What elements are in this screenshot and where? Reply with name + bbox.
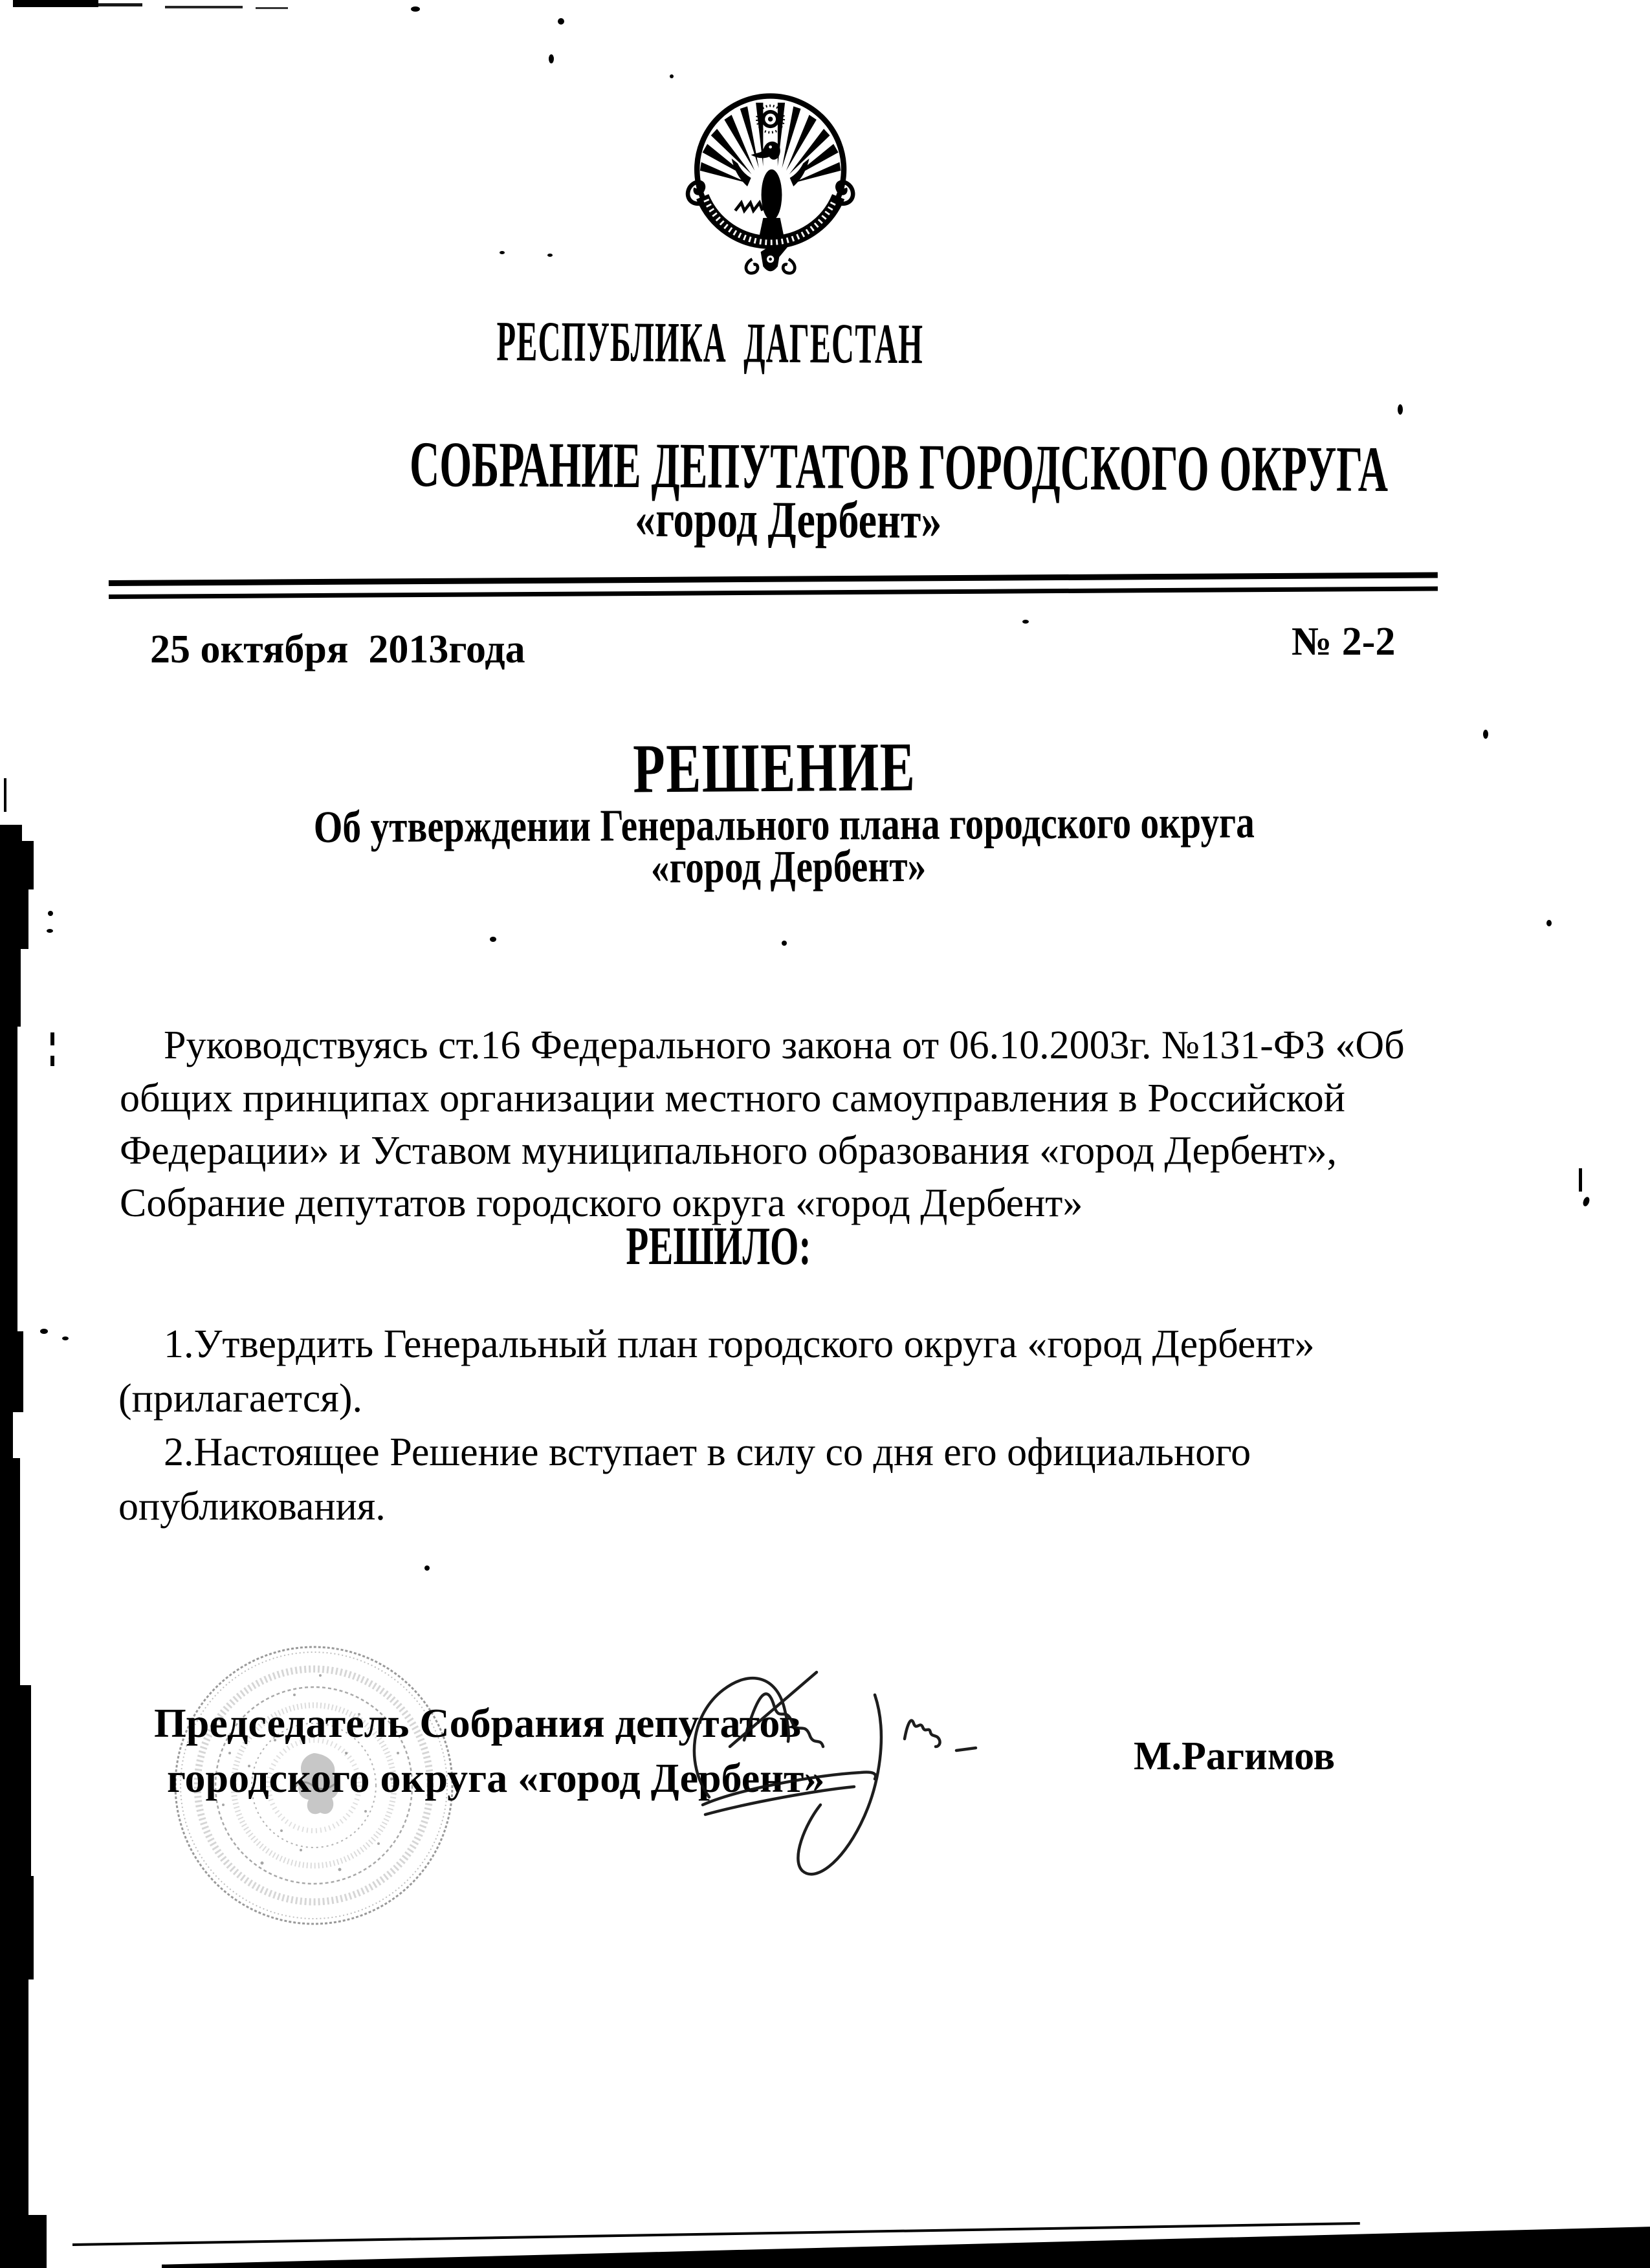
signature-icon [673,1653,996,1925]
scan-edge-artifact [0,1410,13,1459]
decision-title-text: РЕШЕНИЕ [632,728,916,808]
scan-speck [48,911,53,916]
resolution-item-1-line-1-text: 1.Утвердить Генеральный план городского округа «город Дербент» [164,1322,1315,1366]
city-header-text: «город Дербент» [634,490,942,550]
preamble-line-4-text: Собрание депутатов городского округа «город Дербент» [120,1181,1083,1225]
city-header [141,490,1435,550]
scan-speck [1582,1196,1591,1207]
scan-edge-artifact [0,1331,23,1412]
scan-edge-artifact [0,1685,31,1879]
decision-subject-line2-text: «город Дербент» [650,841,927,893]
bottom-shield-ornament [746,246,795,273]
scan-speck [500,251,505,254]
republic-header-text: РЕСПУБЛИКА ДАГЕСТАН [496,310,924,376]
preamble-line-1 [164,1025,1405,1065]
scan-speck [40,1329,48,1334]
scan-artifact-bottom-wedge [162,2219,1650,2268]
dagestan-coat-of-arms-svg [679,81,874,294]
scan-speck [411,6,420,12]
scan-edge-artifact [0,946,21,1027]
dagestan-emblem-icon [679,81,874,294]
document-number-text: № 2-2 [1292,620,1396,664]
resolved-heading-text: РЕШИЛО: [625,1216,811,1276]
decision-subject-line2 [141,841,1435,893]
scan-edge-artifact [0,841,34,889]
scan-artifact-top-streak [256,7,288,9]
scan-speck [1398,404,1403,415]
handwritten-signature-svg [673,1653,996,1925]
document-number [1292,622,1395,662]
scan-edge-artifact [0,1023,17,1334]
preamble-line-3 [120,1131,1337,1171]
scan-edge-artifact [0,888,28,949]
preamble-line-1-text: Руководствуясь ст.16 Федерального закона от 06.10.2003г. №131-ФЗ «Об [164,1023,1405,1067]
scan-edge-artifact [0,2215,47,2268]
resolution-item-1-line-1 [164,1324,1315,1364]
scan-speck [1483,730,1488,739]
resolution-item-1-line-2 [118,1379,362,1419]
resolution-item-1-line-2-text: (прилагается). [118,1377,362,1421]
scan-edge-artifact [0,1458,20,1688]
resolution-item-2-line-2-text: опубликования. [118,1485,386,1529]
resolution-item-2-line-2 [118,1487,386,1527]
scan-speck [547,254,553,257]
scan-edge-artifact [4,778,6,812]
signer-title-line-2-text: городского округа «город Дербент» [167,1755,825,1801]
scan-speck [490,937,496,942]
decision-title [127,728,1421,808]
scan-artifact-top-streak [97,3,142,6]
decision-subject-line1-text: Об утверждении Генерального плана городского округа [313,798,1255,853]
scan-edge-artifact [0,1976,28,2217]
scan-speck [1579,1168,1582,1192]
decision-subject-line1 [137,798,1431,853]
assembly-header-text: СОБРАНИЕ ДЕПУТАТОВ ГОРОДСКОГО ОКРУГА [409,428,1389,505]
republic-header [63,310,1358,376]
rule-line-bottom [109,586,1438,599]
resolved-heading [71,1216,1365,1276]
rule-line-top [109,572,1438,586]
preamble-line-2-text: общих принципах организации местного самоуправления в Российской [120,1076,1345,1120]
signer-title-line-1-text: Председатель Собрания депутатов [154,1700,802,1746]
scan-speck [47,929,53,933]
scan-speck [549,54,554,63]
preamble-line-2 [120,1078,1345,1118]
scan-speck [50,1032,54,1045]
assembly-header [135,428,1429,505]
signer-name-text: М.Рагимов [1134,1734,1336,1778]
scan-edge-artifact [0,1876,34,1979]
scan-speck [1022,620,1029,624]
scan-speck [670,74,674,78]
scan-speck [558,18,564,25]
scan-speck [50,1056,54,1066]
resolution-item-2-line-1-text: 2.Настоящее Решение вступает в силу со дня его официального [164,1430,1251,1474]
signer-name [1134,1736,1335,1776]
preamble-line-4 [120,1183,1083,1223]
scan-speck [1546,920,1552,926]
document-date [150,629,525,670]
preamble-line-3-text: Федерации» и Уставом муниципального образования «город Дербент», [120,1129,1337,1173]
scan-speck [782,941,787,946]
scan-artifact-top-streak [165,6,243,8]
resolution-item-2-line-1 [164,1432,1251,1472]
double-rule [109,572,1438,599]
scan-speck [62,1336,69,1340]
document-date-text: 25 октября 2013года [150,627,525,671]
scan-artifact-top-bar [13,0,98,7]
scan-speck [424,1565,430,1571]
